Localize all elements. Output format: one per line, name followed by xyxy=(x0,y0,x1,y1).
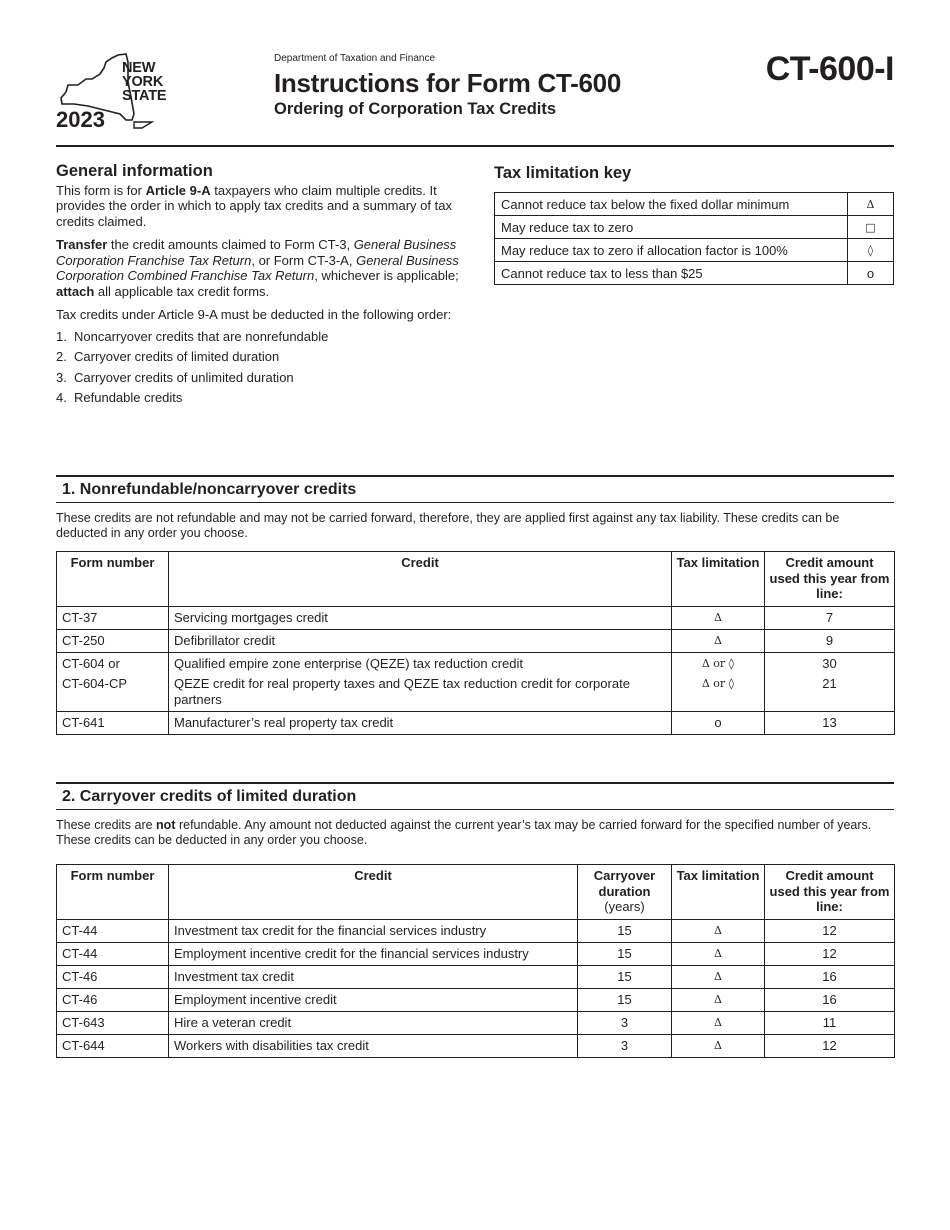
carryover-duration-label: Carryover duration xyxy=(593,868,656,899)
list-number: 1. xyxy=(56,328,67,344)
form-number: CT-644 xyxy=(57,1035,169,1058)
list-text: Refundable credits xyxy=(74,390,183,405)
text: This form is for xyxy=(56,182,146,198)
credit-name: Investment tax credit xyxy=(169,966,578,989)
department-name: Department of Taxation and Finance xyxy=(274,53,436,64)
text: taxpayers who claim multiple credits. It provides the order in which to apply tax credits and a summary of tax credits claimed. xyxy=(56,182,452,229)
credit-line: 9 xyxy=(765,630,895,653)
list-item xyxy=(56,349,466,365)
page-title: Instructions for Form CT-600 xyxy=(274,68,621,98)
form-number: CT-46 xyxy=(57,966,169,989)
credit-name: Investment tax credit for the financial services industry xyxy=(169,920,578,943)
tax-limitation: Δ xyxy=(672,607,765,630)
table-row xyxy=(57,1012,895,1035)
tax-limitation xyxy=(672,653,765,712)
text-italic: General Business Corporation Combined Franchise Tax Return xyxy=(56,252,459,283)
tax-limitation: Δ xyxy=(672,966,765,989)
list-text: Carryover credits of limited duration xyxy=(74,349,280,364)
section-1-title-underline xyxy=(56,502,894,503)
general-info-paragraph-3: Tax credits under Article 9-A must be deducted in the following order: xyxy=(56,307,452,322)
text-bold: not xyxy=(156,818,176,832)
key-description: May reduce tax to zero xyxy=(495,216,848,239)
general-info-paragraph-1 xyxy=(56,183,466,230)
credit-line: 16 xyxy=(765,989,895,1012)
table-row xyxy=(495,193,894,216)
tax-limitation: o xyxy=(672,712,765,735)
credit-line-2: 21 xyxy=(822,676,837,691)
key-description: Cannot reduce tax below the fixed dollar minimum xyxy=(495,193,848,216)
table-row xyxy=(495,262,894,285)
table-row xyxy=(57,630,895,653)
credit-name: Defibrillator credit xyxy=(169,630,672,653)
key-description: Cannot reduce tax to less than $25 xyxy=(495,262,848,285)
text: refundable. Any amount not deducted against the current year’s tax may be carried forward for the specified number of years. These credits can be deducted in any order you choose. xyxy=(56,818,872,847)
text: These credits are xyxy=(56,818,157,832)
column-header-form-number: Form number xyxy=(57,552,169,607)
tax-limitation-1: Δ or ◊ xyxy=(701,657,735,670)
credit-line: 12 xyxy=(765,920,895,943)
table-row xyxy=(57,712,895,735)
table-row xyxy=(57,1035,895,1058)
tax-limitation: Δ xyxy=(672,1035,765,1058)
list-text: Noncarryover credits that are nonrefundable xyxy=(74,328,329,344)
credit-name: Employment incentive credit for the financial services industry xyxy=(169,943,578,966)
triangle-symbol-icon: Δ xyxy=(848,193,894,216)
logo-line-1: NEW xyxy=(122,60,156,76)
column-header-credit: Credit xyxy=(169,552,672,607)
form-number: CT-44 xyxy=(57,920,169,943)
list-item xyxy=(56,390,466,406)
tax-limitation-2: Δ or ◊ xyxy=(701,677,735,690)
form-number xyxy=(57,653,169,712)
tax-limitation: Δ xyxy=(672,943,765,966)
form-number: CT-37 xyxy=(57,607,169,630)
carryover-duration: 15 xyxy=(578,989,672,1012)
list-number: 2. xyxy=(56,349,67,364)
text: , whichever is applicable; xyxy=(314,268,459,283)
column-header-credit: Credit xyxy=(169,865,578,920)
logo-year: 2023 xyxy=(56,107,105,132)
table-row xyxy=(495,239,894,262)
credit-name: Employment incentive credit xyxy=(169,989,578,1012)
logo-state-name xyxy=(122,61,166,103)
form-number-line-1: CT-604 or xyxy=(62,656,120,671)
column-header-tax-limitation: Tax limitation xyxy=(672,865,765,920)
logo-line-2: YORK xyxy=(122,74,164,90)
table-row xyxy=(57,943,895,966)
section-1-divider xyxy=(56,475,894,477)
text-bold: attach xyxy=(56,283,95,299)
list-item xyxy=(56,329,466,345)
credit-name: Hire a veteran credit xyxy=(169,1012,578,1035)
list-item xyxy=(56,370,466,386)
text-italic: General Business Corporation Franchise Tax Return xyxy=(56,237,457,268)
credit-name: Manufacturer’s real property tax credit xyxy=(169,712,672,735)
credit-line-1: 30 xyxy=(822,656,837,671)
section-2-table xyxy=(56,864,895,1058)
credit-line xyxy=(765,653,895,712)
credit-name: Servicing mortgages credit xyxy=(169,607,672,630)
column-header-tax-limitation: Tax limitation xyxy=(672,552,765,607)
list-text: Carryover credits of unlimited duration xyxy=(74,369,294,385)
deduction-order-list xyxy=(56,329,466,406)
key-description: May reduce tax to zero if allocation factor is 100% xyxy=(495,239,848,262)
form-number: CT-46 xyxy=(57,989,169,1012)
header-divider xyxy=(56,145,894,147)
table-row xyxy=(57,989,895,1012)
text-bold: Transfer xyxy=(56,237,108,252)
page-subtitle: Ordering of Corporation Tax Credits xyxy=(274,100,557,118)
section-1-table xyxy=(56,551,895,735)
logo-line-3: STATE xyxy=(122,88,167,104)
tax-limitation: Δ xyxy=(672,989,765,1012)
credit-line: 7 xyxy=(765,607,895,630)
table-row xyxy=(57,653,895,712)
tax-limitation-key-heading: Tax limitation key xyxy=(494,164,632,182)
credit-line: 11 xyxy=(765,1012,895,1035)
form-number: CT-600-I xyxy=(765,50,894,88)
text-bold: Article 9-A xyxy=(145,182,211,198)
table-header-row xyxy=(57,552,895,607)
table-row xyxy=(495,216,894,239)
tax-limitation: Δ xyxy=(672,1012,765,1035)
section-1-description: These credits are not refundable and may not be carried forward, therefore, they are applied first against any tax liability. These credits can be deducted in any order you choose. xyxy=(56,511,840,540)
section-2-title: 2. Carryover credits of limited duration xyxy=(62,788,357,805)
column-header-form-number: Form number xyxy=(57,865,169,920)
text: , or Form CT-3-A, xyxy=(251,252,357,268)
form-number-line-2: CT-604-CP xyxy=(62,676,128,691)
section-1-title: 1. Nonrefundable/noncarryover credits xyxy=(62,481,357,498)
column-header-credit-line: Credit amount used this year from line: xyxy=(765,865,895,920)
tax-limitation: Δ xyxy=(672,630,765,653)
column-header-credit-line: Credit amount used this year from line: xyxy=(765,552,895,607)
credit-name-2: QEZE credit for real property taxes and QEZE tax reduction credit for corporate partners xyxy=(174,676,630,707)
form-number: CT-643 xyxy=(57,1012,169,1035)
general-information xyxy=(56,164,466,411)
section-2-divider xyxy=(56,782,894,784)
carryover-duration: 3 xyxy=(578,1012,672,1035)
credit-line: 12 xyxy=(765,1035,895,1058)
table-row xyxy=(57,920,895,943)
tax-limitation-key-table xyxy=(494,192,894,285)
section-2-title-underline xyxy=(56,809,894,810)
text: the credit amounts claimed to Form CT-3, xyxy=(107,237,354,252)
credit-line: 16 xyxy=(765,966,895,989)
form-number: CT-250 xyxy=(57,630,169,653)
form-number: CT-44 xyxy=(57,943,169,966)
credit-name-1: Qualified empire zone enterprise (QEZE) tax reduction credit xyxy=(174,656,523,671)
credit-name: Workers with disabilities tax credit xyxy=(169,1035,578,1058)
carryover-duration: 15 xyxy=(578,943,672,966)
carryover-duration-unit: (years) xyxy=(604,899,645,914)
column-header-carryover-duration xyxy=(578,865,672,920)
carryover-duration: 15 xyxy=(578,966,672,989)
credit-name xyxy=(169,653,672,712)
table-header-row xyxy=(57,865,895,920)
tax-limitation-key xyxy=(494,164,894,285)
circle-symbol-icon: o xyxy=(848,262,894,285)
nys-logo xyxy=(56,52,186,134)
carryover-duration: 3 xyxy=(578,1035,672,1058)
carryover-duration: 15 xyxy=(578,920,672,943)
table-row xyxy=(57,607,895,630)
credit-line: 13 xyxy=(765,712,895,735)
section-2-description xyxy=(56,818,894,848)
form-number: CT-641 xyxy=(57,712,169,735)
list-number: 3. xyxy=(56,369,67,385)
general-info-paragraph-2 xyxy=(56,237,466,299)
table-row xyxy=(57,966,895,989)
general-information-heading: General information xyxy=(56,162,213,180)
square-symbol-icon: □ xyxy=(848,216,894,239)
list-number: 4. xyxy=(56,390,67,405)
diamond-symbol-icon: ◊ xyxy=(848,239,894,262)
text: all applicable tax credit forms. xyxy=(94,283,270,299)
tax-limitation: Δ xyxy=(672,920,765,943)
credit-line: 12 xyxy=(765,943,895,966)
